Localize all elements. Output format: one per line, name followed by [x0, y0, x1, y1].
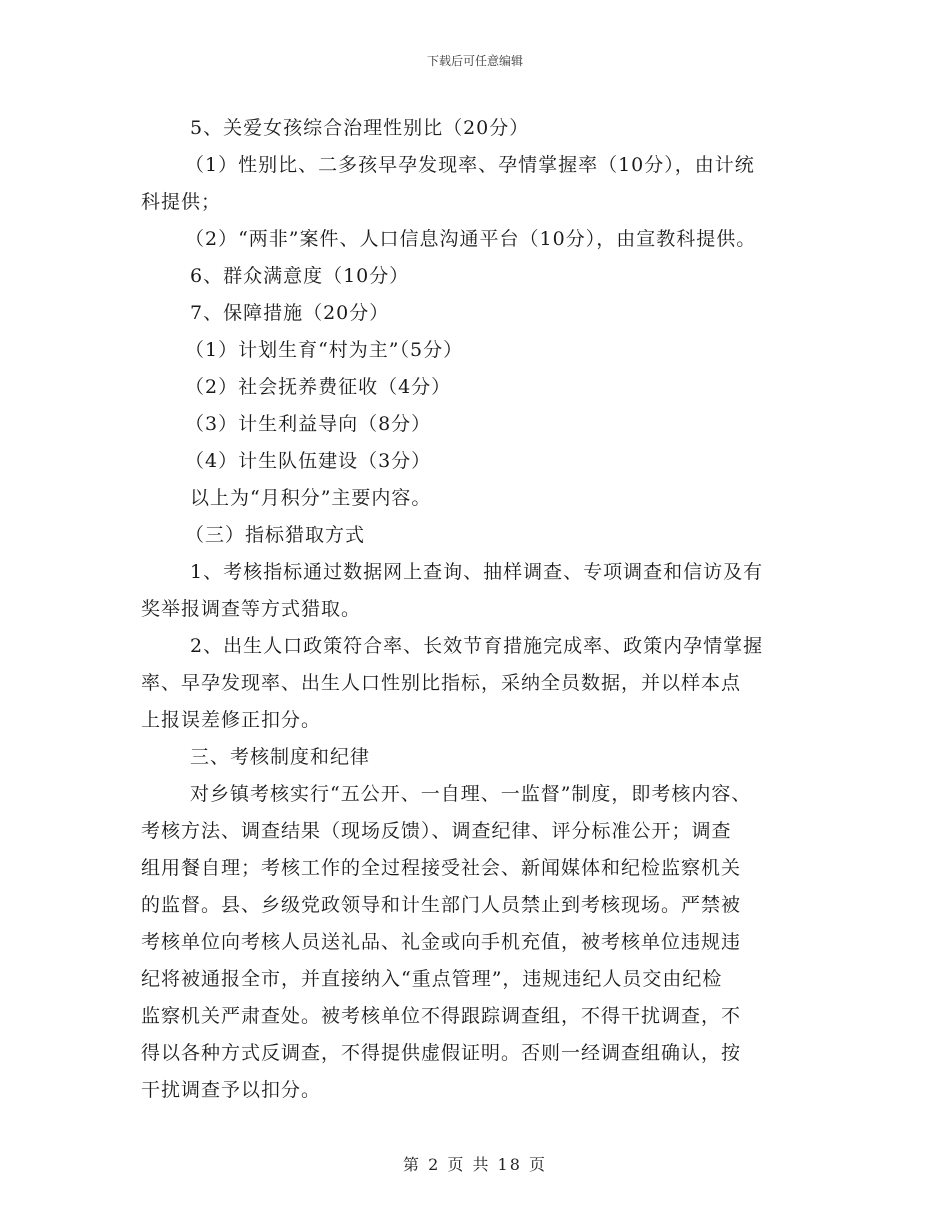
text-line: 上报误差修正扣分。 — [141, 709, 322, 731]
text-line: 2、出生人口政策符合率、长效节育措施完成率、政策内孕情掌握 — [190, 635, 764, 657]
text-line: （2）社会抚养费征收（4分） — [185, 376, 452, 398]
text-line: 1、考核指标通过数据网上查询、抽样调查、专项调查和信访及有 — [190, 561, 764, 583]
text-line: 5、关爱女孩综合治理性别比（20分） — [190, 117, 530, 139]
text-line: 考核单位向考核人员送礼品、礼金或向手机充值，被考核单位违规违 — [141, 931, 742, 953]
text-line: 考核方法、调查结果（现场反馈）、调查纪律、评分标准公开；调查 — [141, 820, 732, 842]
section-heading: 三、考核制度和纪律 — [190, 746, 371, 768]
text-line: 的监督。县、乡级党政领导和计生部门人员禁止到考核现场。严禁被 — [141, 894, 742, 916]
text-line: 率、早孕发现率、出生人口性别比指标，采纳全员数据，并以样本点 — [141, 672, 742, 694]
page-header: 下载后可任意编辑 — [426, 54, 523, 68]
text-line: 科提供； — [141, 191, 222, 213]
text-line: 以上为“月积分”主要内容。 — [190, 487, 432, 509]
text-line: （1）计划生育“村为主”（5分） — [185, 339, 464, 361]
text-line: 纪将被通报全市，并直接纳入“重点管理”，违规违纪人员交由纪检 — [141, 968, 723, 990]
text-line: 得以各种方式反调查，不得提供虚假证明。否则一经调查组确认，按 — [141, 1042, 742, 1064]
text-line: 干扰调查予以扣分。 — [141, 1079, 322, 1101]
text-line: 监察机关严肃查处。被考核单位不得跟踪调查组，不得干扰调查，不 — [141, 1005, 742, 1027]
text-line: （3）计生利益导向（8分） — [185, 413, 432, 435]
text-line: （1）性别比、二多孩早孕发现率、孕情掌握率（10分），由计统 — [185, 154, 755, 176]
section-heading: （三）指标猎取方式 — [185, 524, 366, 546]
text-line: （4）计生队伍建设（3分） — [185, 450, 432, 472]
text-line: 奖举报调查等方式猎取。 — [141, 598, 362, 620]
text-line: 6、群众满意度（10分） — [190, 265, 410, 287]
text-line: 对乡镇考核实行“五公开、一自理、一监督”制度，即考核内容、 — [190, 783, 752, 805]
text-line: 7、保障措施（20分） — [190, 302, 390, 324]
text-line: 组用餐自理；考核工作的全过程接受社会、新闻媒体和纪检监察机关 — [141, 857, 742, 879]
page-footer: 第 2 页 共 18 页 — [403, 1155, 547, 1174]
text-line: （2）“两非”案件、人口信息沟通平台（10分），由宣教科提供。 — [185, 228, 757, 250]
